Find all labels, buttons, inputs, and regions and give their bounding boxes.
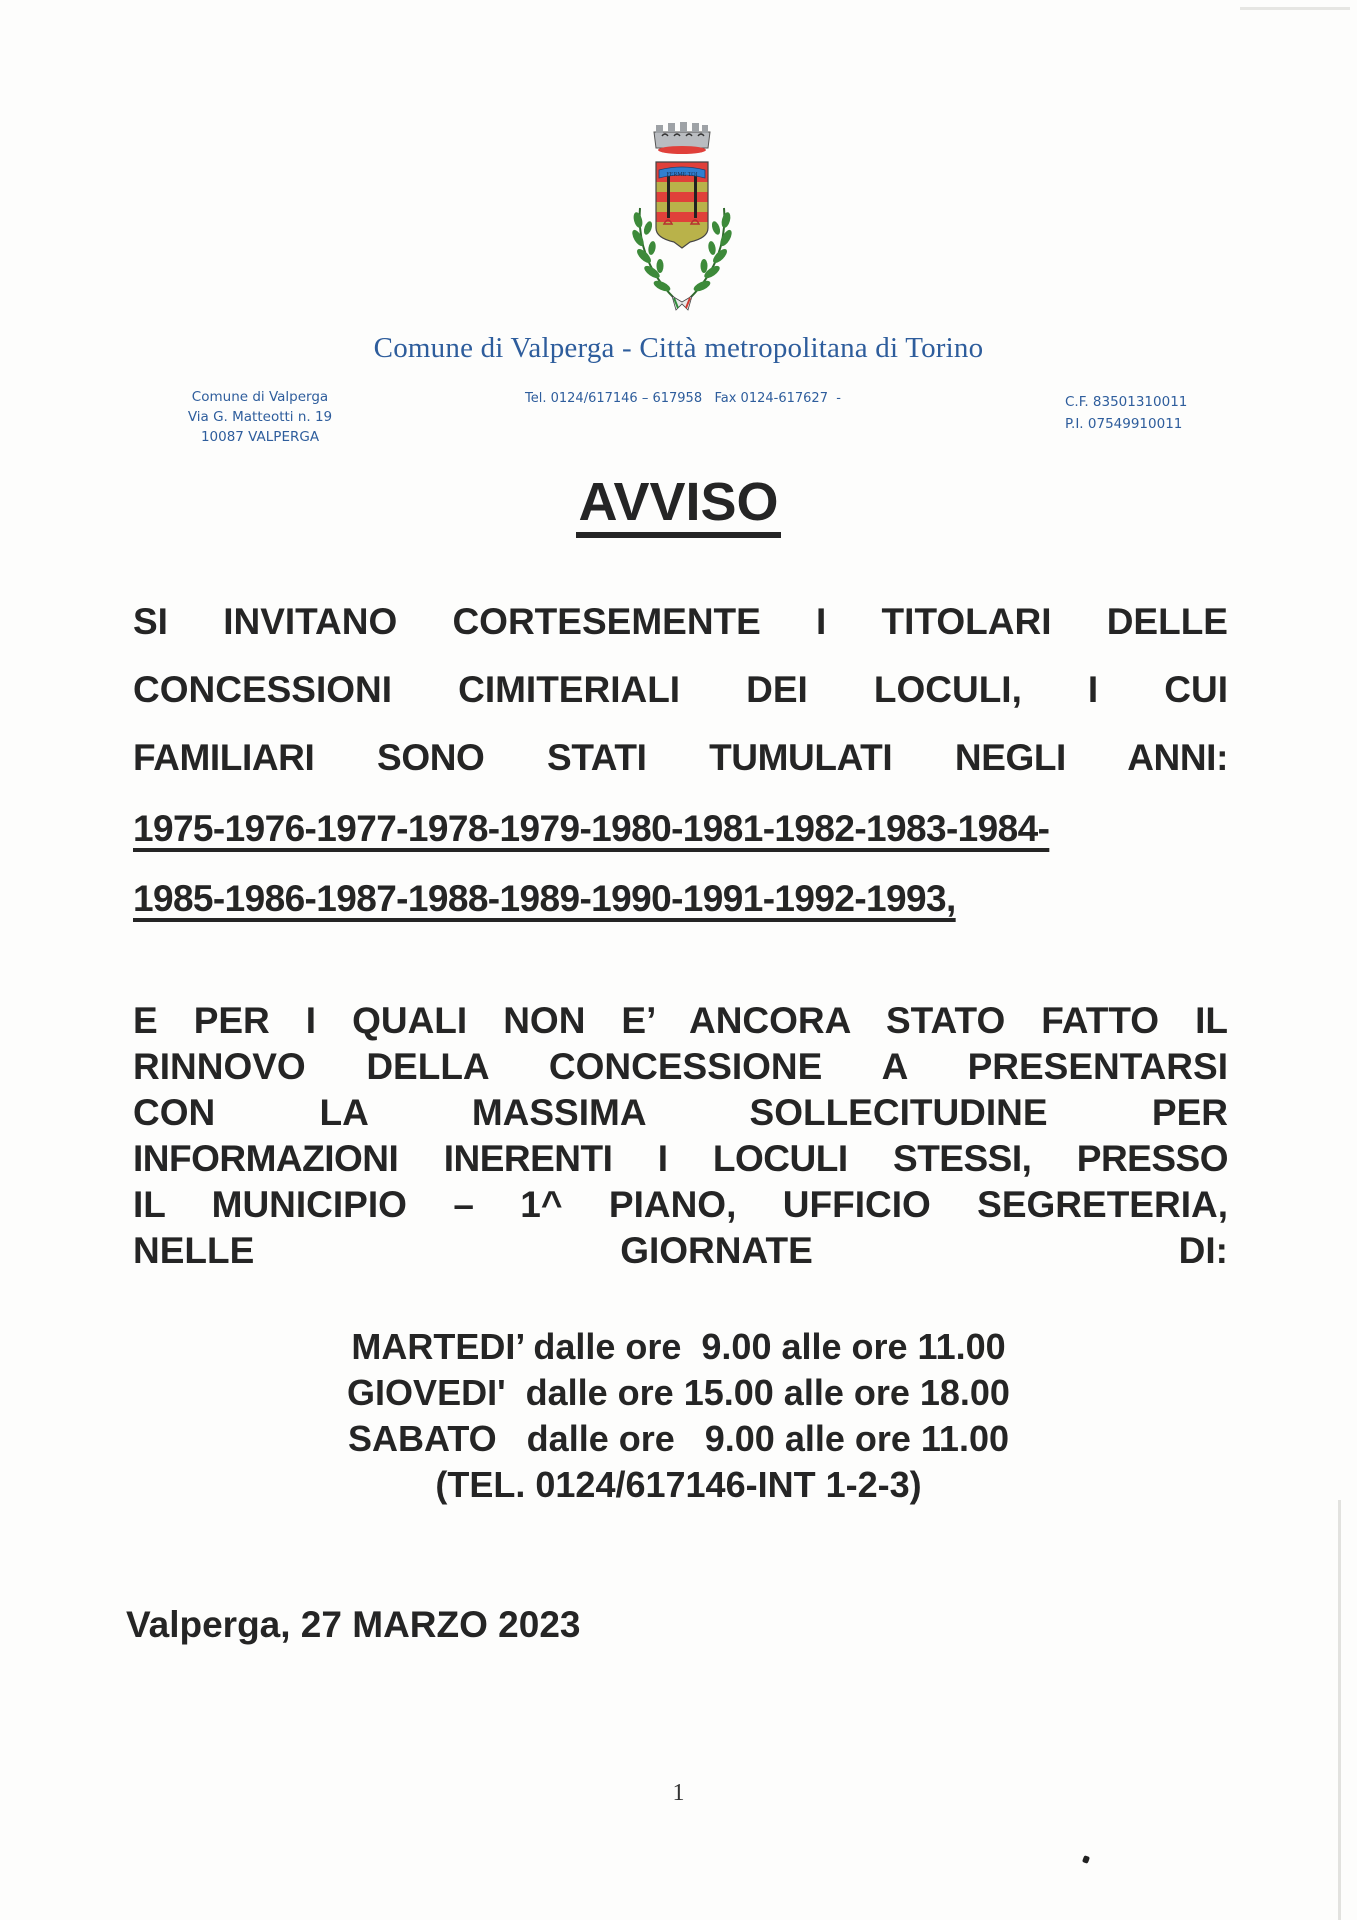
body-line: E PER I QUALI NON E’ ANCORA STATO FATTO IL: [133, 1000, 1228, 1041]
municipality-title: Comune di Valperga - Città metropolitana di Torino: [373, 332, 984, 364]
scan-artifact-top: [1240, 7, 1350, 10]
address-line: Via G. Matteotti n. 19: [187, 409, 333, 425]
address-line: Comune di Valperga: [191, 389, 329, 405]
hours-thursday: GIOVEDI' dalle ore 15.00 alle ore 18.00: [347, 1372, 1010, 1413]
municipal-crest-icon: [612, 110, 752, 320]
vat-number: P.I. 07549910011: [1065, 416, 1183, 432]
intro-line: FAMILIARI SONO STATI TUMULATI NEGLI ANNI:: [133, 737, 1228, 778]
scan-speck: [1082, 1855, 1090, 1864]
intro-paragraph: [133, 588, 1228, 792]
body-line: RINNOVO DELLA CONCESSIONE A PRESENTARSI: [133, 1046, 1228, 1087]
hours-tuesday: MARTEDI’ dalle ore 9.00 alle ore 11.00: [351, 1326, 1006, 1367]
address-block: [160, 387, 360, 447]
body-line: INFORMAZIONI INERENTI I LOCULI STESSI, PRESSO: [133, 1138, 1228, 1179]
address-line: 10087 VALPERGA: [200, 429, 320, 445]
years-line: 1985-1986-1987-1988-1989-1990-1991-1992-1993,: [133, 878, 956, 919]
crest-motto: FERME TOI: [666, 172, 698, 178]
body-line: NELLE GIORNATE DI:: [133, 1230, 1228, 1271]
renewal-paragraph: [133, 998, 1228, 1274]
body-line: CON LA MASSIMA SOLLECITUDINE PER: [133, 1092, 1228, 1133]
intro-line: SI INVITANO CORTESEMENTE I TITOLARI DELLE: [133, 601, 1228, 642]
fiscal-codes: [1065, 391, 1187, 435]
phone-fax-line: Tel. 0124/617146 – 617958 Fax 0124-617627 -: [525, 391, 841, 406]
tricolor-ribbon-icon: [672, 296, 692, 310]
page-number: 1: [672, 1780, 685, 1806]
notice-heading-wrapper: [0, 472, 1357, 538]
body-line: IL MUNICIPIO – 1^ PIANO, UFFICIO SEGRETERIA,: [133, 1184, 1228, 1225]
date-place: Valperga, 27 MARZO 2023: [126, 1604, 581, 1645]
shield-icon: [656, 162, 708, 252]
mural-crown-icon: [654, 122, 710, 154]
scan-artifact-right: [1338, 1500, 1341, 1920]
notice-heading: AVVISO: [576, 472, 780, 538]
phone-extension: (TEL. 0124/617146-INT 1-2-3): [435, 1464, 922, 1505]
office-hours: [0, 1324, 1357, 1508]
hours-saturday: SABATO dalle ore 9.00 alle ore 11.00: [348, 1418, 1009, 1459]
years-line: 1975-1976-1977-1978-1979-1980-1981-1982-1983-1984-: [133, 808, 1050, 849]
tax-code: C.F. 83501310011: [1065, 394, 1188, 410]
intro-line: CONCESSIONI CIMITERIALI DEI LOCULI, I CUI: [133, 669, 1228, 710]
